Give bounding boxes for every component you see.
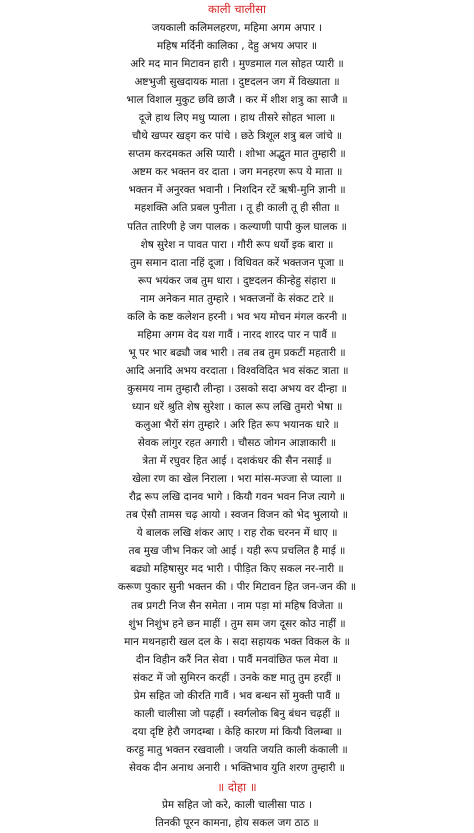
verse-line: करूण पुकार सुनी भक्तन की । पीर मिटावन हित जन-जन की ॥ (117, 581, 357, 594)
verse-line: पतित तारिणी हे जग पालक । कल्याणी पापी कुल घालक ॥ (127, 220, 347, 233)
verse-line: भाल विशाल मुकुट छवि छाजै । कर में शीश शत्रु का साजै ॥ (126, 94, 348, 107)
verse-line: प्रेम सहित जो कीरति गावैं । भव बन्धन सों मुक्ती पावैं ॥ (133, 689, 341, 702)
verse-line: मान मथनहारी खल दल के । सदा सहायक भक्त विकल के ॥ (124, 635, 350, 648)
verse-line: आदि अनादि अभय वरदाता । विश्वविदित भव संकट त्राता ॥ (125, 364, 349, 377)
verse-line: भक्तन में अनुरक्त भवानी । निशदिन रटें ऋषी-मुनि ज्ञानी ॥ (128, 184, 346, 197)
verse-line: ध्यान धरें श्रुति शेष सुरेशा । काल रूप लखि तुमरो भेषा ॥ (131, 400, 343, 413)
page-title: काली चालीसा (207, 2, 267, 16)
verse-line: ये बालक लखि शंकर आए । राह रोक चरनन में धाए ॥ (136, 527, 338, 540)
doha-line: प्रेम सहित जो करे, काली चालीसा पाठ । (161, 798, 313, 811)
verse-line: तब ऐसौ तामस चढ़ आयो । स्वजन विजन को भेद भुलायो ॥ (126, 509, 348, 522)
verse-line: तब मुख जीभ निकर जो आई । यही रूप प्रचलित है माई ॥ (128, 545, 346, 558)
verse-line: महिमा अगम वेद यश गावैं । नारद शारद पार न पावैं ॥ (137, 328, 337, 341)
verse-line: काली चालीसा जो पढ़हीं । स्वर्गलोक बिनु बंधन चढ़हीं ॥ (134, 707, 340, 720)
verse-line: दीन विहीन करैं नित सेवा । पावैं मनवांछित फल मेवा ॥ (135, 653, 339, 666)
verse-line: अष्टभुजी सुखदायक माता । दुष्टदलन जग में विख्याता ॥ (134, 76, 340, 89)
verse-line: कलि के कष्ट कलेशन हरनी । भव भय मोचन मंगल करनी ॥ (127, 310, 347, 323)
verse-line: रूप भयंकर जब तुम धारा । दुष्टदलन कीन्हेहु संहारा ॥ (137, 274, 337, 287)
verse-list (6, 19, 468, 777)
verse-line: शुंभ निशुंभ हने छन माहीं । तुम सम जग दूसर कोउ नाहीं ॥ (128, 617, 346, 630)
verse-line: महशक्ति अति प्रबल पुनीता । तू ही काली तू ही सीता ॥ (134, 202, 340, 215)
verse-line: कुसमय नाम तुम्हारौ लीन्हा । उसको सदा अभय वर दीन्हा ॥ (127, 382, 347, 395)
verse-line: करहु मातु भक्तन रखवाली । जयति जयति काली कंकाली ॥ (126, 743, 348, 756)
verse-line: बढ्यो महिषासुर मद भारी । पीड़ित किए सकल नर-नारी ॥ (130, 563, 344, 576)
verse-line: चौथे खप्पर खड्ग कर पांचे । छठे त्रिशूल शत्रु बल जांचे ॥ (131, 130, 343, 143)
verse-line: दूजे हाथ लिए मधु प्याला । हाथ तीसरे सोहत भाला ॥ (138, 112, 336, 125)
doha-line: तिनकी पूरन कामना, होय सकल जग ठाठ ॥ (155, 817, 319, 830)
verse-line: तब प्रगटी निज सैन समेता । नाम पड़ा मां महिष विजेता ॥ (131, 599, 343, 612)
verse-line: रौद्र रूप लखि दानव भागे । कियौ गवन भवन निज त्यागे ॥ (128, 491, 346, 504)
verse-line: अरि मद मान मिटावन हारी । मुण्डमाल गल सोहत प्यारी ॥ (130, 58, 344, 71)
verse-line: जयकाली कलिमलहरण, महिमा अगम अपार । (151, 22, 323, 34)
doha-list (6, 796, 468, 833)
verse-line: त्रेता में रघुवर हित आई । दशकंधर की सैन नसाई ॥ (142, 455, 332, 468)
verse-line: सेवक लांगुर रहत अगारी । चौसठ जोगन आज्ञाकारी ॥ (137, 437, 337, 450)
verse-line: अष्टम कर भक्तन वर दाता । जग मनहरण रूप ये माता ॥ (131, 166, 343, 179)
verse-line: सेवक दीन अनाथ अनारी । भक्तिभाव युति शरण तुम्हारी ॥ (129, 761, 345, 774)
verse-line: तुम समान दाता नहिं दूजा । विधिवत करें भक्तजन पूजा ॥ (130, 256, 344, 269)
doha-heading: ॥ दोहा ॥ (217, 779, 257, 794)
verse-line: महिष मर्दिनी कालिका , देहु अभय अपार ॥ (156, 40, 318, 53)
verse-line: शेष सुरेश न पावत पारा । गौरी रूप धर्यो इक बारा ॥ (140, 238, 334, 251)
verse-line: दया दृष्टि हेरौ जगदम्बा । केहि कारण मां कियौ विलम्बा ॥ (132, 725, 342, 738)
verse-line: भू पर भार बढ्यौ जब भारी । तब तब तुम प्रकटीं महतारी ॥ (128, 346, 346, 359)
verse-line: सप्तम करदमकत असि प्यारी । शोभा अद्भुत मात तुम्हारी ॥ (128, 148, 346, 161)
verse-line: नाम अनेकन मात तुम्हारे । भक्तजनों के संकट टारे ॥ (140, 292, 334, 305)
verse-line: कलुआ भैरों संग तुम्हारे । अरि हित रूप भयानक धारे ॥ (135, 419, 339, 432)
verse-line: संकट में जो सुमिरन करहीं । उनके कष्ट मातु तुम हरहीं ॥ (132, 671, 342, 684)
verse-line: खेला रण का खेल निराला । भरा मांस-मज्जा से प्याला ॥ (132, 473, 342, 486)
